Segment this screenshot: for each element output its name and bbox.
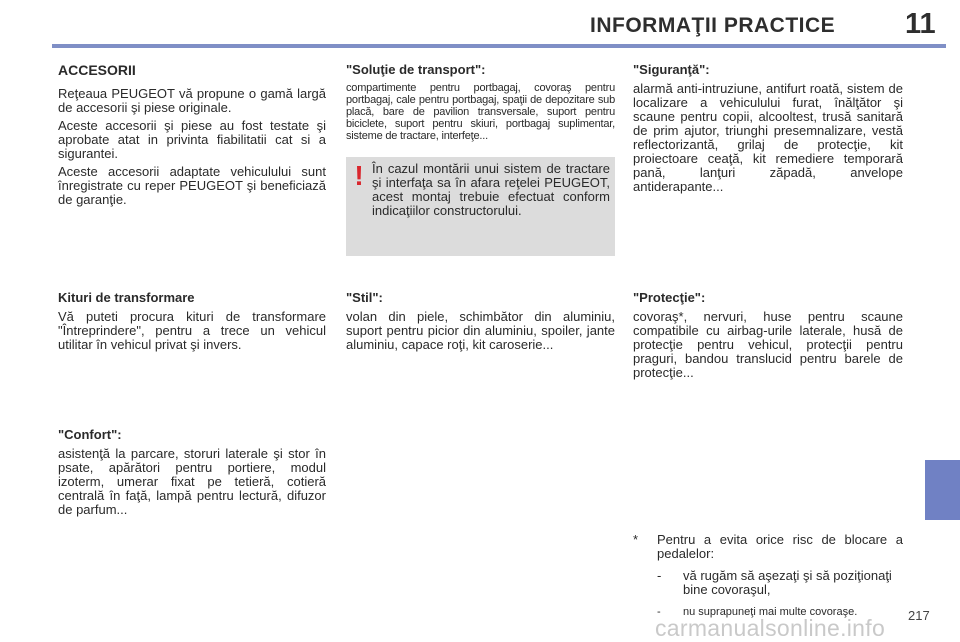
accessories-paragraph: Aceste accesorii adaptate vehiculului sunt înregistrate cu reper PEUGEOT şi beneficiază de garanţie. [58, 164, 326, 207]
safety-section [633, 63, 903, 198]
footnote [633, 533, 903, 619]
comfort-heading: "Confort": [58, 427, 122, 442]
accessories-paragraph: Aceste accesorii şi piese au fost testate şi aprobate atat in privinta fiabilitatii cat si a sigurantei. [58, 118, 326, 161]
page-number: 217 [908, 608, 930, 623]
comfort-section [58, 428, 326, 521]
conversion-text: Vă puteti procura kituri de transformare "Întreprindere", pentru a trece un vehicul utilitar în vehicul privat şi invers. [58, 309, 326, 352]
watermark: carmanualsonline.info [655, 615, 886, 641]
conversion-heading: Kituri de transformare [58, 290, 195, 305]
footnote-dash: - [657, 606, 661, 618]
chapter-tab-marker [925, 460, 960, 520]
protection-heading: "Protecţie": [633, 290, 706, 305]
protection-text: covoraş*, nervuri, huse pentru scaune compatibile cu airbag-urile laterale, husă de protecţie pentru vehicul, protecţii pentru praguri, bandou translucid pentru barele de protecţie... [633, 309, 903, 380]
conversion-section [58, 291, 326, 356]
style-heading: "Stil": [346, 290, 383, 305]
comfort-text: asistenţă la parcare, storuri laterale şi stor în psate, apărători pentru portiere, modul izoterm, umerar fixat pe tetieră, cotieră centrală în faţă, lampă pentru lectură, difuzor de parfum... [58, 446, 326, 517]
style-text: volan din piele, schimbător din aluminiu, suport pentru picior din aluminiu, spoiler, jante aluminiu, capace roţi, kit caroserie... [346, 309, 615, 352]
safety-text: alarmă anti-intruziune, antifurt roată, sistem de localizare a vehiculului furat, înălţător şi scaune pentru copii, alcooltest, trusă sanitară de prim ajutor, triunghi presemnalizare, vestă reflectorizantă, grilaj de protecţie, kit proiectoare ceaţă, kit remediere temporară pană, lanţuri zăpadă, anvelope antiderapante... [633, 81, 903, 194]
accessories-section [58, 63, 326, 211]
accessories-heading: ACCESORII [58, 62, 136, 78]
page-title: INFORMAŢII PRACTICE [590, 14, 836, 37]
accessories-paragraph: Reţeaua PEUGEOT vă propune o gamă largă de accesorii şi piese originale. [58, 86, 326, 115]
safety-heading: "Siguranţă": [633, 62, 710, 77]
chapter-number: 11 [905, 8, 936, 40]
warning-exclamation-icon: ! [354, 160, 364, 191]
style-section [346, 291, 615, 356]
footnote-item-text: nu suprapuneţi mai multe covoraşe. [683, 606, 858, 618]
footnote-dash: - [657, 568, 662, 583]
footnote-text: Pentru a evita orice risc de blocare a pedalelor: [657, 532, 903, 561]
footnote-item-text: vă rugăm să aşezaţi şi să poziţionaţi bine covoraşul, [683, 568, 892, 597]
transport-section [346, 63, 615, 142]
transport-text: compartimente pentru portbagaj, covoraş pentru portbagaj, cale pentru portbagaj, spaţii de depozitare sub placă, bare de pavilion transversale, suport pentru biciclete, suport pentru skiuri, portbagaj suplimentar, sisteme de tractare, interfeţe... [346, 82, 615, 142]
warning-text: În cazul montării unui sistem de tractare şi interfaţa sa în afara reţelei PEUGEOT, acest montaj trebuie efectuat conform indicaţiilor constructorului. [372, 161, 610, 218]
protection-section [633, 291, 903, 384]
footnote-marker: * [633, 532, 639, 547]
transport-heading: "Soluţie de transport": [346, 62, 486, 77]
footnote-item [633, 569, 903, 597]
header-divider [52, 44, 946, 48]
